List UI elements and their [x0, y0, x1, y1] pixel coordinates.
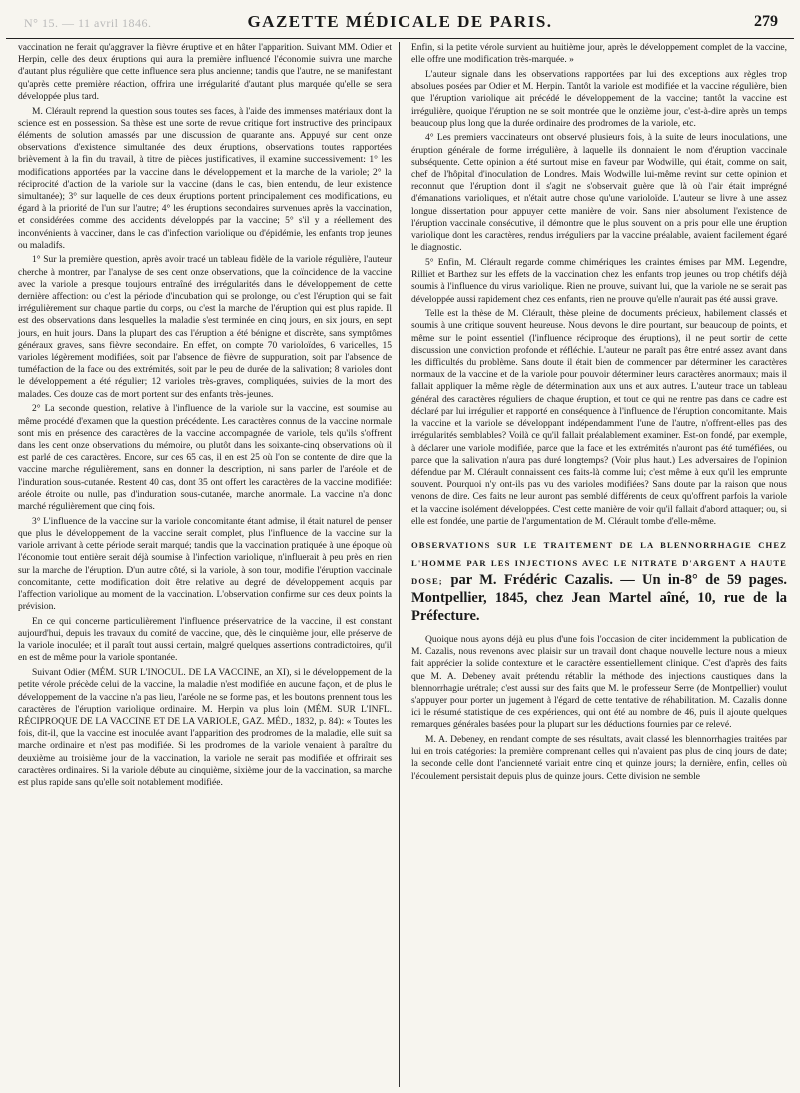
column-divider: [399, 42, 400, 1087]
left-paragraph: vaccination ne ferait qu'aggraver la fièvre éruptive et en hâter l'apparition. Suivant MM. Odier et Herpin, celle des deux éruptions qui aura la première influencé l'économie suivra une marche d'autant plus régulière que cette influence sera plus ancienne; tandis que l'autre, ne se manifestant qu'après cette première réaction, offrira une irrégularité d'autant plus marquée qu'elle se sera développée plus tard.: [18, 43, 392, 102]
right-paragraph: Enfin, si la petite vérole survient au huitième jour, après le développement complet de la vaccine, elle offre une modification très-marquée. »: [411, 43, 787, 66]
article-paragraph: Quoique nous ayons déjà eu plus d'une fois l'occasion de citer incidemment la publication de M. Cazalis, nous revenons avec plaisir sur un travail dont chaque nouvelle lecture nous a mieux fait apprécier la solide contexture et le caractère essentiellement clinique. C'est d'après des faits que M. A. Debeney avait prétendu rétablir la méthode des injections caustiques dans la blennorrhagie urétrale; c'est aussi sur des faits que M. le professeur Serre (de Montpellier) voulut s'appuyer pour porter un jugement à l'égard de cette tentative de réhabilitation. M. Cazalis donne ici le résumé statistique de ces expériences, qui ont été au nombre de 46, puis il ajoute quelques remarques générales basées pour la plupart sur les déductions fournies par ce relevé.: [411, 634, 787, 731]
article-paragraph: M. A. Debeney, en rendant compte de ses résultats, avait classé les blennorrhagies traitées par lui en trois catégories: la première comprenant celles qui n'avaient pas plus de cinq jours de date; la seconde celle dont l'ancienneté variait entre cinq et quinze jours; la dernière, enfin, celles où l'écoulement persistait depuis plus de quinze jours. Cette division ne semble: [411, 735, 787, 782]
left-paragraph: 1° Sur la première question, après avoir tracé un tableau fidèle de la variole régulière, l'auteur cherche à montrer, par l'analyse de ses cent onze observations, que la coïncidence de la vaccine avec la variole a presque toujours entraîné des irrégularités dans le développement de cette dernière affection: ou c'est la période d'incubation qui se prolonge, ou c'est l'éruption qui se fait irrégulièrement sur chaque partie du corps, ou c'est la marche de l'éruption qui est plus rapide. Il est des observations dans lesquelles la maladie s'est terminée en cinq jours, en six jours, en sept jours, en huit jours. Dans la plupart des cas l'éruption a été bénigne et discrète, sans symptômes généraux graves, sans fièvre secondaire. En effet, on compte 70 varioloïdes, 6 varicelles, 15 varioles légèrement modifiées, soit par l'absence de fièvre de suppuration, soit par l'absence de tuméfaction de la face ou des extrémités, soit par le peu de durée de la salivation; 8 varioles dont le développement a été régulier; 12 varioles très-graves, compliquées, suivies de la mort des malades. Ces douze cas de mort portent sur des enfants très-jeunes.: [18, 255, 392, 400]
journal-title: GAZETTE MÉDICALE DE PARIS.: [247, 12, 553, 31]
page-number: 279: [754, 13, 778, 30]
left-paragraph: En ce qui concerne particulièrement l'influence préservatrice de la vaccine, il est constant aujourd'hui, depuis les travaux du comité de vaccine, que, dès le cinquième jour, elle préserve de la variole inoculée; et il paraît tout aussi certain, malgré quelques assertions contradictoires, qu'il en est de même pour la variole spontanée.: [18, 616, 392, 664]
header-issue-date-ghost: N° 15. — 11 avril 1846.: [24, 16, 152, 30]
right-column: [401, 42, 793, 1087]
page-header: [6, 6, 794, 39]
right-paragraph: L'auteur signale dans les observations rapportées par lui des exceptions aux règles trop absolues posées par Odier et M. Herpin. Tantôt la variole est modifiée et la vaccine régulière, bien que l'éruption variolique ait précédé le développement de la vaccine; tantôt la vaccine est irrégulière, quoique l'éruption ne se soit montrée que le onzième jour, c'est-à-dire après un temps beaucoup plus long que la durée ordinaire des prodromes de la variole, etc.: [411, 69, 787, 129]
article-heading-caps: OBSERVATIONS SUR LE TRAITEMENT DE LA BLENNORRHAGIE CHEZ L'HOMME PAR LES INJECTIONS AVEC LE NITRATE D'ARGENT A HAUTE DOSE;: [411, 539, 787, 586]
right-paragraph: 5° Enfin, M. Clérault regarde comme chimériques les craintes émises par MM. Legendre, Rilliet et Barthez sur les effets de la vaccination chez les enfants trop jeunes ou trop chétifs déjà soumis à l'influence du virus variolique. Rien ne prouve, suivant lui, que la variole ne se serait pas développée aussi rapidement chez ces enfants, rien ne prouve qu'elle n'aurait pas été aussi grave.: [411, 257, 787, 305]
left-paragraph: M. Clérault reprend la question sous toutes ses faces, à l'aide des immenses matériaux dont la science est en possession. Sa thèse est une sorte de revue critique fort instructive des principaux éléments de solution amassés par une discussion de quarante ans. Appuyé sur cent onze observations d'existence simultanée des deux éruptions, observations toutes rapportées brièvement à la fin du travail, à titre de pièces justificatives, il examine successivement: 1° les modifications apportées par la vaccine dans le développement et la marche de la variole; 2° la réciprocité d'action de la variole sur la vaccine (dans le cas, bien entendu, de leur existence simultanée); 3° sur laquelle de ces deux éruptions portent principalement ces modifications, eu égard à la priorité de l'un sur l'autre; 4° les éruptions secondaires survenues après la vaccination, et considérées comme des accidents développés par la vaccine; 5° s'il y a réellement des inconvénients à vacciner, dans le cas d'infection variolique ou d'épidémie, les enfants trop jeunes ou maladifs.: [18, 106, 392, 251]
left-paragraph: Suivant Odier (MÉM. SUR L'INOCUL. DE LA VACCINE, an XI), si le développement de la petite vérole précède celui de la vaccine, la maladie n'est modifiée en aucune façon, et de plus le développement de la vaccine n'a pas lieu, l'aréole ne se forme pas, et les boutons prennent tous les caractères de l'éruption variolique ordinaire. M. Herpin va plus loin (MÉM. SUR L'INFL. RÉCIPROQUE DE LA VACCINE ET DE LA VARIOLE, GAZ. MÉD., 1832, p. 84): « Toutes les fois, dit-il, que la vaccine est inoculée avant l'apparition des prodromes de la maladie, elle suit sa marche ordinaire et n'est pas modifiée. Si les prodromes de la variole venaient à paraître du deuxième au troisième jour de la vaccination, la variole ne serait pas modifiée et offrirait ses caractères ordinaires. Si la variole débute au cinquième, sixième jour de la vaccination, sa marche est plus rapide sans qu'elle soit notablement modifiée.: [18, 668, 392, 788]
article-heading-citation: par M. Frédéric Cazalis. — Un in-8° de 59 pages. Montpellier, 1845, chez Jean Martel aîné, 10, rue de la Préfecture.: [411, 571, 788, 624]
right-paragraph: Telle est la thèse de M. Clérault, thèse pleine de documents précieux, habilement classés et soumis à une critique souvent heureuse. Nous devons le dire pourtant, sur beaucoup de points, et même sur le point essentiel (l'influence réciproque des éruptions), il ne peut sortir de cette discussion une conviction profonde et réfléchie. L'auteur ne paraît pas être entré assez avant dans les difficultés du problème. Sans doute il était bien de commencer par déterminer les caractères normaux de la vaccine et de la variole pour pouvoir déterminer leurs caractères anormaux; mais il fallait appliquer la même règle de détermination aux uns et aux autres. L'auteur trace un tableau général des caractères réguliers de chaque éruption, et tout ce qui ne rentre pas dans ce cadre est déclaré par lui irrégulier et rapporté en conséquence à l'influence de l'éruption concomitante. Mais la vaccine et la variole se développant indépendamment l'une de l'autre, n'offrent-elles pas des irrégularités semblables? Voilà ce qu'il fallait préalablement examiner. Est-on fondé, par exemple, à déclarer une variole modifiée, parce que la face et les extrémités n'auront pas été tuméfiées, ou parce que la salivation n'aura pas duré longtemps? (Voir plus haut.) Les adversaires de l'opinion défendue par M. Clérault connaissent ces faits-là comme lui; c'est même à eux qu'il les emprunte souvent. Pourquoi n'y ont-ils pas vu des varioles modifiées? Sans doute par la raison que nous venons de dire. Ces faits ne leur auront pas semblé différents de ceux qu'offrent parfois la variole et la vaccine isolément développées. C'est cette manière de voir qu'il fallait d'abord attaquer; ou, si elle est fondée, une partie de l'argumentation de M. Clérault tombe d'elle-même.: [411, 309, 787, 527]
left-column: [6, 42, 398, 1087]
article-heading: [411, 535, 787, 625]
text-columns: [6, 39, 794, 1087]
left-paragraph: 2° La seconde question, relative à l'influence de la variole sur la vaccine, est soumise au même procédé d'examen que la question précédente. Les caractères connus de la vaccine normale sont mis en présence des caractères de la vaccine accompagnée de variole, tels qu'ils s'offrent dans les cent onze observations du mémoire, ou plutôt dans les soixante-cinq observations où il est parlé de ces caractères. Encore, sur ces 65 cas, il en est 25 où l'on se contente de dire que la vaccine marche régulièrement, sans en donner la description, ni sans parler de l'aréole et de l'induration sous-cutanée. Restent 40 cas, dont 35 ont offert les caractères de la vaccine modifiée: aréole étroite ou nulle, pas d'induration sous-cutanée, marche anormale. La vaccine n'a donc marché régulièrement que cinq fois.: [18, 404, 392, 513]
left-paragraph: 3° L'influence de la vaccine sur la variole concomitante étant admise, il était naturel de penser que plus le développement de la vaccine serait complet, plus l'influence de la vaccine sur la variole arrivant à cette période serait marqué; tandis que la vaccination pratiquée à une époque où l'économie tout entière serait déjà soumise à l'infection variolique, n'influerait à peu près en rien sur la marche de l'éruption. D'un autre côté, si la variole, à son tour, modifie l'éruption vaccinale concomitante, cette modification doit être relative au degré de développement acquis par l'affection variolique au moment de la vaccination. L'observation confirme sur ces deux points la prévision.: [18, 516, 392, 613]
right-paragraph: 4° Les premiers vaccinateurs ont observé plusieurs fois, à la suite de leurs inoculations, une éruption générale de forme irrégulière, à laquelle ils donnaient le nom d'éruption vaccinale subséquente. Cette opinion a été surtout mise en faveur par Wodwille, qui était, comme on sait, chef de l'hôpital d'inoculation de Londres. Mais Wodwille lui-même revint sur cette opinion et reconnut que l'éruption dont il s'agit ne s'observait guère que là où l'air était imprégné d'émanations varioliques, et n'était autre chose qu'une varioloïde. L'auteur se livre à une assez longue dissertation pour appuyer cette manière de voir. Sans nier absolument l'existence de l'éruption vaccinale consécutive, il démontre que le plus souvent on a pris pour elle une éruption variolique dont les caractères, rendus irréguliers par la vaccine préalable, avaient facilement égaré le diagnostic.: [411, 133, 787, 254]
